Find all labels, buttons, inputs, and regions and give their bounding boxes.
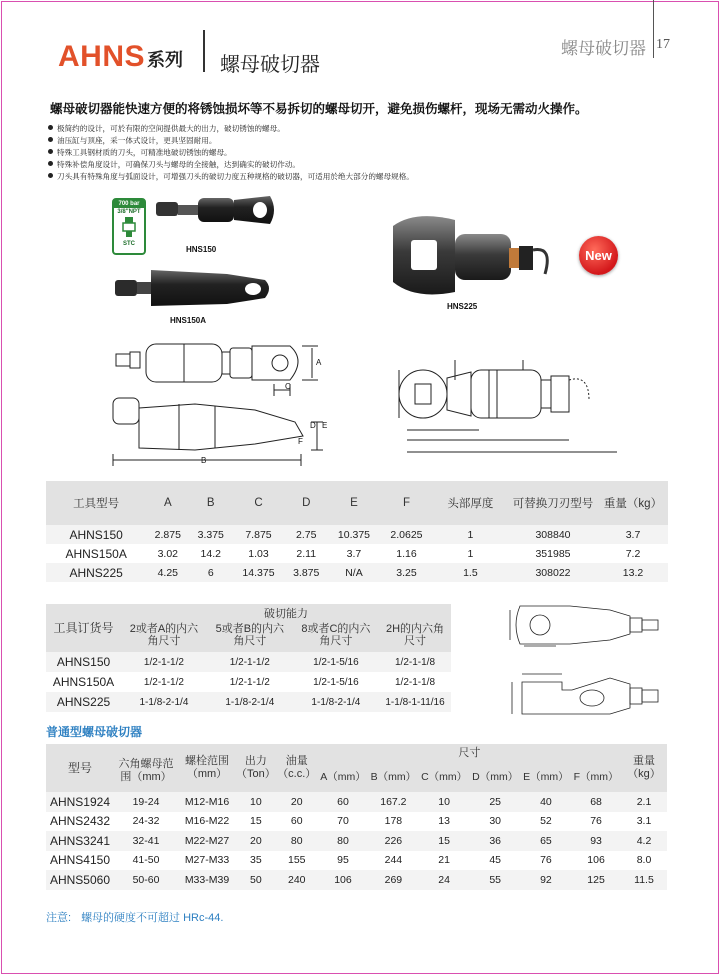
table-cell: 21	[438, 854, 450, 867]
table-cell: 167.2	[368, 792, 418, 812]
table-header-row	[46, 481, 668, 525]
table-cell: 1/2-1-1/2	[143, 676, 184, 688]
page-title	[58, 40, 183, 74]
table-cell: 10	[236, 792, 276, 812]
bullet-icon	[48, 137, 53, 142]
page-number-divider	[653, 0, 654, 58]
col-header: B	[189, 481, 232, 525]
table-cell: 1/2-1-1/8	[395, 676, 436, 688]
feature-item: 油压缸与顶座，采一体式设计，更具坚固耐用。	[48, 135, 414, 147]
feature-item: 刀头具有特殊角度与弧面设计，可增强刀头的破切力度五种规格的破切器，可适用於绝大部分的螺母规格。	[48, 171, 414, 183]
table-cell: 41-50	[132, 854, 160, 867]
table-cell: 50	[236, 870, 276, 890]
title-divider	[203, 30, 205, 72]
table-cell: 70	[337, 815, 349, 828]
table-cell: 40	[521, 792, 571, 812]
col-header: 工具型号	[46, 481, 146, 525]
badge-thread: 3/8"NPT	[117, 209, 141, 215]
intro-lead: 螺母破切器能快速方便的将锈蚀损坏等不易拆切的螺母切开，避免损伤螺杆，现场无需动火操作。	[50, 102, 588, 116]
brand-name: AHNS	[58, 40, 146, 73]
table-cell: 3.7	[346, 547, 362, 560]
table-cell: 68	[571, 792, 621, 812]
table-cell: 6	[189, 563, 232, 582]
table-cell: 2.75	[285, 525, 328, 544]
table-cell: 14.375	[232, 563, 285, 582]
spec-badge	[112, 198, 146, 255]
table-cell: 2.0625	[380, 525, 433, 544]
table-row	[46, 870, 667, 890]
table-header-row	[46, 744, 667, 762]
col-header: 工具订货号	[46, 604, 121, 652]
table-cell: 4.2	[621, 831, 667, 851]
spec-table-3	[46, 744, 667, 890]
col-header: D	[285, 481, 328, 525]
dim-label-b: B	[201, 456, 207, 465]
model-cell: AHNS225	[46, 563, 146, 582]
col-header: 六角螺母范围（mm）	[114, 744, 178, 792]
model-cell: AHNS3241	[46, 831, 114, 851]
dim-label-e: E	[322, 421, 328, 430]
spec-table-2	[46, 604, 451, 712]
table-cell: 308840	[508, 525, 598, 544]
table-cell: 125	[571, 870, 621, 890]
col-header: 重量（kg）	[621, 744, 667, 792]
page-subtitle: 螺母破切器	[220, 54, 320, 76]
dim-label-c: C	[285, 382, 291, 391]
model-cell: AHNS4150	[49, 853, 111, 868]
table-cell: 3.25	[380, 563, 433, 582]
note-label: 注意:	[46, 912, 72, 924]
table-cell: 2.11	[296, 547, 317, 560]
badge-stc: STC	[123, 241, 135, 247]
table-cell: 4.25	[146, 563, 189, 582]
model-cell: AHNS225	[46, 692, 121, 712]
label-hns150: HNS150	[186, 245, 217, 254]
dim-label-f: F	[298, 437, 303, 446]
table-cell: 2.875	[146, 525, 189, 544]
drawing-hns150-top	[110, 338, 340, 400]
col-header: A（mm）	[318, 762, 368, 792]
drawing-hns150a-side	[105, 392, 335, 470]
table-cell: 240	[276, 870, 318, 890]
col-header: 出力（Ton）	[236, 744, 276, 792]
table-cell: 13.2	[598, 563, 668, 582]
table-cell: M27-M33	[184, 854, 230, 867]
col-header: F	[380, 481, 433, 525]
table-cell: 351985	[535, 547, 571, 560]
dim-label-d: D	[310, 421, 316, 430]
table-cell: 80	[318, 831, 368, 851]
table-cell: 24	[419, 870, 470, 890]
col-header: E	[328, 481, 381, 525]
page-number: 17	[656, 37, 670, 52]
col-header: E（mm）	[521, 762, 571, 792]
hns150a-photo	[115, 262, 275, 314]
table-cell: 15	[419, 831, 470, 851]
table-header-row	[46, 604, 451, 620]
table-cell: 178	[384, 815, 403, 828]
table-cell: 8.0	[636, 854, 652, 867]
table-cell: 10	[419, 792, 470, 812]
table-cell: M33-M39	[178, 870, 236, 890]
table-cell: 76	[540, 854, 552, 867]
col-header: 头部厚度	[433, 481, 508, 525]
table-cell: 20	[276, 792, 318, 812]
table-row	[46, 792, 667, 812]
table-cell: 3.7	[598, 525, 668, 544]
table-cell: 13	[438, 815, 450, 828]
table-cell: 106	[587, 854, 605, 867]
table-cell: 35	[250, 854, 262, 867]
table-cell: 30	[489, 815, 502, 828]
table-cell: 1/2-1-5/16	[293, 652, 379, 672]
table-cell: 1/2-1-1/2	[229, 676, 270, 688]
feature-item: 特殊补偿角度设计，可确保刀头与螺母的全接触，达到确实的破切作动。	[48, 159, 414, 171]
table-cell: 226	[368, 831, 418, 851]
hns150-photo	[150, 192, 280, 242]
table-cell: 60	[318, 792, 368, 812]
table-cell: 45	[489, 854, 502, 867]
col-header: 5或者B的内六角尺寸	[207, 620, 293, 652]
table-cell: 65	[521, 831, 571, 851]
bullet-icon	[48, 173, 53, 178]
table-cell: 1-1/8-2-1/4	[121, 692, 207, 712]
table-cell: 1-1/8-2-1/4	[293, 692, 379, 712]
table-cell: 80	[276, 831, 318, 851]
bullet-icon	[48, 125, 53, 130]
table-cell: 1.16	[396, 547, 417, 560]
table-cell: 308022	[508, 563, 598, 582]
table-cell: 1/2-1-5/16	[313, 676, 359, 688]
model-cell: AHNS5060	[46, 870, 114, 890]
col-group-header: 尺寸	[318, 744, 621, 762]
col-header: 2H的内六角尺寸	[379, 620, 451, 652]
col-header: C（mm）	[419, 762, 470, 792]
table-cell: 10.375	[328, 525, 381, 544]
table-cell: 55	[470, 870, 521, 890]
table-cell: 3.1	[636, 815, 652, 828]
dim-label-a: A	[316, 358, 322, 367]
table-cell: 93	[571, 831, 621, 851]
bullet-icon	[48, 149, 53, 154]
table-cell: M22-M27	[178, 831, 236, 851]
coupler-icon	[121, 217, 137, 239]
table-cell: M16-M22	[184, 815, 230, 828]
drawing-hns225	[393, 350, 633, 460]
col-header: 型号	[46, 744, 114, 792]
table-cell: 60	[290, 815, 303, 828]
table-row	[46, 544, 668, 563]
col-header: C	[232, 481, 285, 525]
table-cell: 2.1	[621, 792, 667, 812]
table-cell: 3.375	[189, 525, 232, 544]
table-row	[46, 812, 667, 832]
table-cell: 3.02	[157, 547, 179, 560]
feature-item: 特殊工具钢材质的刀头，可精准地破切锈蚀的螺母。	[48, 147, 414, 159]
col-header: 可替换刀刃型号	[508, 481, 598, 525]
feature-list	[48, 123, 414, 183]
col-header: 油量（c.c.）	[276, 744, 318, 792]
col-header: 8或者C的内六角尺寸	[293, 620, 379, 652]
drawing-nut-splitter-top	[500, 600, 665, 650]
new-badge: New	[579, 236, 618, 275]
table-cell: 1/2-1-1/8	[379, 652, 451, 672]
col-header: A	[146, 481, 189, 525]
table-cell: 1-1/8-2-1/4	[207, 692, 293, 712]
table-cell: 52	[540, 815, 552, 828]
hardness-note	[46, 909, 233, 925]
table-cell: 155	[287, 854, 306, 867]
feature-item: 极简约的设计，可於有限的空间提供最大的出力，破切锈蚀的螺母。	[48, 123, 414, 135]
spec-table-1	[46, 481, 668, 582]
table-cell: 20	[236, 831, 276, 851]
table-cell: 1/2-1-1/2	[121, 652, 207, 672]
table-cell: 36	[470, 831, 521, 851]
table-cell: 50-60	[114, 870, 178, 890]
col-header: D（mm）	[470, 762, 521, 792]
table-cell: 106	[318, 870, 368, 890]
table-row	[46, 672, 451, 692]
col-header: 2或者A的内六角尺寸	[121, 620, 207, 652]
table-cell: 1	[467, 547, 474, 560]
table-cell: 25	[470, 792, 521, 812]
series-label: 系列	[147, 50, 184, 70]
col-group-header: 破切能力	[121, 604, 451, 620]
table-cell: 1	[433, 525, 508, 544]
label-hns225: HNS225	[447, 302, 478, 311]
table-cell: 14.2	[200, 547, 221, 560]
table-cell: 11.5	[621, 870, 667, 890]
table-row	[46, 851, 667, 871]
table-cell: 15	[250, 815, 262, 828]
table-cell: 95	[337, 854, 349, 867]
table-cell: 1.03	[248, 547, 269, 560]
drawing-nut-splitter-side	[500, 668, 665, 720]
table-cell: 3.875	[285, 563, 328, 582]
table-cell: 7.2	[625, 547, 641, 560]
table-cell: 7.875	[232, 525, 285, 544]
note-text: 螺母的硬度不可超过 HRc-44.	[81, 912, 224, 924]
table-cell: 24-32	[132, 815, 160, 828]
table-cell: 76	[590, 815, 602, 828]
table-cell: 92	[521, 870, 571, 890]
model-cell: AHNS150	[46, 525, 146, 544]
model-cell: AHNS1924	[46, 792, 114, 812]
table-cell: M12-M16	[178, 792, 236, 812]
label-hns150a: HNS150A	[170, 316, 207, 325]
table-row	[46, 563, 668, 582]
badge-pressure: 700 bar	[114, 200, 144, 208]
col-header: 螺栓范围（mm）	[178, 744, 236, 792]
model-cell: AHNS150A	[52, 675, 115, 689]
table-cell: 269	[368, 870, 418, 890]
col-header: B（mm）	[368, 762, 418, 792]
page-category: 螺母破切器	[561, 39, 646, 58]
hns225-photo	[385, 206, 555, 301]
table-cell: 1-1/8-1-11/16	[379, 692, 451, 712]
table-cell: 1/2-1-1/2	[207, 652, 293, 672]
table-row	[46, 652, 451, 672]
bullet-icon	[48, 161, 53, 166]
table-cell: 1.5	[433, 563, 508, 582]
table-cell: 244	[384, 854, 403, 867]
col-header: F（mm）	[571, 762, 621, 792]
section-title-standard: 普通型螺母破切器	[46, 725, 143, 739]
table-row	[46, 831, 667, 851]
table-row	[46, 525, 668, 544]
col-header: 重量（kg）	[598, 481, 668, 525]
table-cell: 32-41	[114, 831, 178, 851]
table-cell: N/A	[328, 563, 381, 582]
table-cell: 19-24	[114, 792, 178, 812]
table-row	[46, 692, 451, 712]
model-cell: AHNS2432	[49, 814, 111, 829]
model-cell: AHNS150A	[65, 546, 127, 561]
model-cell: AHNS150	[46, 652, 121, 672]
